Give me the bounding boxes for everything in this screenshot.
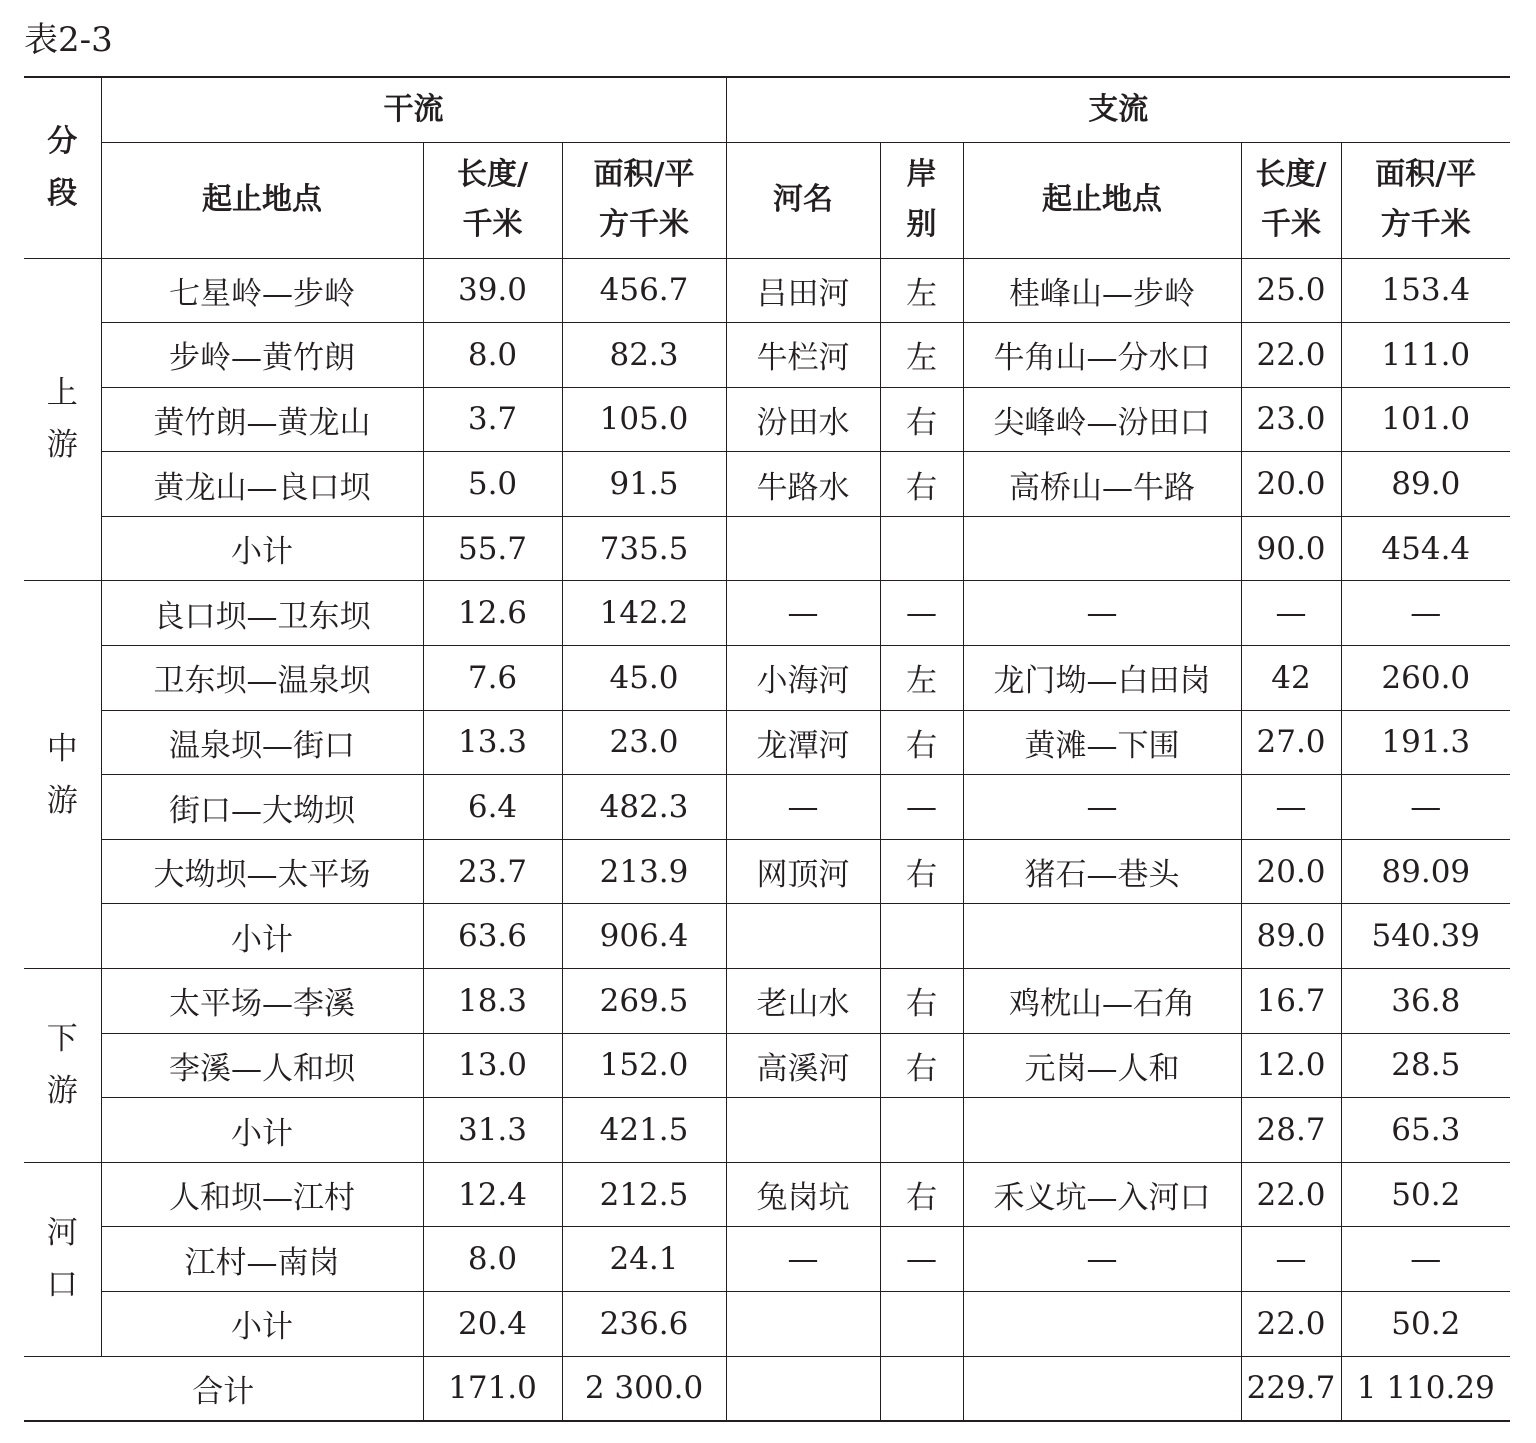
main-area-cell: 213.9 xyxy=(562,839,726,904)
trib-length-cell: 22.0 xyxy=(1241,323,1341,388)
header-tributary-group: 支流 xyxy=(726,77,1510,142)
bank-cell: 左 xyxy=(880,646,963,711)
main-length-cell: 12.6 xyxy=(423,581,562,646)
header-trib-length xyxy=(1241,142,1341,258)
trib-endpoints-cell xyxy=(963,1292,1241,1357)
main-endpoints-cell: 黄龙山—良口坝 xyxy=(101,452,423,517)
segment-label: 下游 xyxy=(46,1021,78,1110)
bank-cell xyxy=(880,1098,963,1163)
table-row xyxy=(24,646,1510,711)
trib-area-cell: 89.0 xyxy=(1341,452,1510,517)
trib-length-cell: 89.0 xyxy=(1241,904,1341,969)
trib-area-cell: 28.5 xyxy=(1341,1033,1510,1098)
header-segment-text: 分段 xyxy=(47,123,78,211)
main-area-cell: 152.0 xyxy=(562,1033,726,1098)
header-main-length xyxy=(423,142,562,258)
trib-length-cell: 22.0 xyxy=(1241,1162,1341,1227)
bank-cell: 右 xyxy=(880,969,963,1034)
main-endpoints-cell: 太平场—李溪 xyxy=(101,969,423,1034)
bank-cell: 右 xyxy=(880,452,963,517)
main-length-cell: 63.6 xyxy=(423,904,562,969)
table-row xyxy=(24,969,1510,1034)
bank-cell: 右 xyxy=(880,1033,963,1098)
main-length-cell: 8.0 xyxy=(423,323,562,388)
trib-area-cell: — xyxy=(1341,1227,1510,1292)
main-endpoints-cell: 良口坝—卫东坝 xyxy=(101,581,423,646)
trib-area-cell: — xyxy=(1341,775,1510,840)
header-bank xyxy=(880,142,963,258)
main-endpoints-cell: 七星岭—步岭 xyxy=(101,258,423,323)
main-endpoints-cell: 小计 xyxy=(101,904,423,969)
main-endpoints-cell: 小计 xyxy=(101,516,423,581)
trib-area-cell: 191.3 xyxy=(1341,710,1510,775)
trib-area-cell: 50.2 xyxy=(1341,1162,1510,1227)
bank-cell: 左 xyxy=(880,323,963,388)
bank-cell: 左 xyxy=(880,258,963,323)
trib-length-cell: — xyxy=(1241,1227,1341,1292)
main-endpoints-cell: 人和坝—江村 xyxy=(101,1162,423,1227)
main-area-cell: 82.3 xyxy=(562,323,726,388)
header-main-length-text: 长度/千米 xyxy=(457,157,528,242)
trib-endpoints-cell: 猪石—巷头 xyxy=(963,839,1241,904)
header-trib-endpoints: 起止地点 xyxy=(963,142,1241,258)
bank-cell: — xyxy=(880,581,963,646)
main-length-cell: 13.0 xyxy=(423,1033,562,1098)
main-endpoints-cell: 温泉坝—街口 xyxy=(101,710,423,775)
river-name-cell xyxy=(726,516,880,581)
trib-endpoints-cell: 尖峰岭—汾田口 xyxy=(963,387,1241,452)
river-name-cell: 老山水 xyxy=(726,969,880,1034)
trib-endpoints-cell: 龙门坳—白田岗 xyxy=(963,646,1241,711)
table-row xyxy=(24,323,1510,388)
trib-area-cell: 260.0 xyxy=(1341,646,1510,711)
trib-length-cell: 23.0 xyxy=(1241,387,1341,452)
table-row xyxy=(24,581,1510,646)
main-length-cell: 20.4 xyxy=(423,1292,562,1357)
header-trib-area xyxy=(1341,142,1510,258)
main-endpoints-cell: 小计 xyxy=(101,1292,423,1357)
trib-endpoints-cell xyxy=(963,904,1241,969)
bank-cell xyxy=(880,904,963,969)
river-name-cell: 龙潭河 xyxy=(726,710,880,775)
main-endpoints-cell: 黄竹朗—黄龙山 xyxy=(101,387,423,452)
trib-length-cell: 42 xyxy=(1241,646,1341,711)
bank-cell: — xyxy=(880,1227,963,1292)
river-name-cell: 吕田河 xyxy=(726,258,880,323)
main-length-cell: 6.4 xyxy=(423,775,562,840)
trib-length-cell: — xyxy=(1241,775,1341,840)
trib-area-cell: 101.0 xyxy=(1341,387,1510,452)
main-area-cell: 735.5 xyxy=(562,516,726,581)
bank-cell: 右 xyxy=(880,387,963,452)
header-river-name: 河名 xyxy=(726,142,880,258)
main-endpoints-cell: 卫东坝—温泉坝 xyxy=(101,646,423,711)
bank-cell: 右 xyxy=(880,839,963,904)
trib-endpoints-cell: 黄滩—下围 xyxy=(963,710,1241,775)
trib-length-cell: 20.0 xyxy=(1241,839,1341,904)
main-area-cell: 45.0 xyxy=(562,646,726,711)
header-row-columns xyxy=(24,142,1510,258)
trib-endpoints-cell: 高桥山—牛路 xyxy=(963,452,1241,517)
main-length-cell: 18.3 xyxy=(423,969,562,1034)
table-row xyxy=(24,452,1510,517)
main-length-cell: 5.0 xyxy=(423,452,562,517)
header-main-area-text: 面积/平方千米 xyxy=(593,157,695,242)
table-row xyxy=(24,258,1510,323)
trib-area-cell: 36.8 xyxy=(1341,969,1510,1034)
total-trib-endpoints-cell xyxy=(963,1356,1241,1421)
river-name-cell: 高溪河 xyxy=(726,1033,880,1098)
main-endpoints-cell: 江村—南岗 xyxy=(101,1227,423,1292)
table-caption: 表2-3 xyxy=(24,20,113,60)
table-row xyxy=(24,387,1510,452)
trib-area-cell: 454.4 xyxy=(1341,516,1510,581)
main-endpoints-cell: 李溪—人和坝 xyxy=(101,1033,423,1098)
main-length-cell: 8.0 xyxy=(423,1227,562,1292)
total-label: 合计 xyxy=(24,1356,423,1421)
main-endpoints-cell: 小计 xyxy=(101,1098,423,1163)
header-main-group: 干流 xyxy=(101,77,726,142)
trib-length-cell: 27.0 xyxy=(1241,710,1341,775)
total-trib-length-cell: 229.7 xyxy=(1241,1356,1341,1421)
trib-area-cell: 65.3 xyxy=(1341,1098,1510,1163)
main-length-cell: 3.7 xyxy=(423,387,562,452)
main-length-cell: 31.3 xyxy=(423,1098,562,1163)
segment-label: 中游 xyxy=(46,730,78,819)
river-name-cell: 小海河 xyxy=(726,646,880,711)
main-length-cell: 13.3 xyxy=(423,710,562,775)
river-name-cell: 牛路水 xyxy=(726,452,880,517)
segment-label: 上游 xyxy=(46,375,78,464)
trib-length-cell: 16.7 xyxy=(1241,969,1341,1034)
river-name-cell: — xyxy=(726,581,880,646)
trib-endpoints-cell xyxy=(963,1098,1241,1163)
total-main-length-cell: 171.0 xyxy=(423,1356,562,1421)
bank-cell: — xyxy=(880,775,963,840)
main-area-cell: 91.5 xyxy=(562,452,726,517)
river-name-cell xyxy=(726,1292,880,1357)
river-name-cell: 网顶河 xyxy=(726,839,880,904)
trib-length-cell: 25.0 xyxy=(1241,258,1341,323)
trib-endpoints-cell: — xyxy=(963,581,1241,646)
trib-area-cell: — xyxy=(1341,581,1510,646)
table-row xyxy=(24,775,1510,840)
trib-endpoints-cell: — xyxy=(963,775,1241,840)
trib-length-cell: 90.0 xyxy=(1241,516,1341,581)
main-length-cell: 23.7 xyxy=(423,839,562,904)
header-row-groups xyxy=(24,77,1510,142)
river-segment-table xyxy=(24,76,1510,1422)
trib-length-cell: 28.7 xyxy=(1241,1098,1341,1163)
main-area-cell: 421.5 xyxy=(562,1098,726,1163)
total-main-area-cell: 2 300.0 xyxy=(562,1356,726,1421)
main-area-cell: 142.2 xyxy=(562,581,726,646)
header-trib-length-text: 长度/千米 xyxy=(1255,157,1327,242)
trib-endpoints-cell: 禾义坑—入河口 xyxy=(963,1162,1241,1227)
trib-length-cell: — xyxy=(1241,581,1341,646)
trib-length-cell: 22.0 xyxy=(1241,1292,1341,1357)
main-area-cell: 105.0 xyxy=(562,387,726,452)
main-length-cell: 7.6 xyxy=(423,646,562,711)
table-row xyxy=(24,1292,1510,1357)
trib-endpoints-cell: 元岗—人和 xyxy=(963,1033,1241,1098)
trib-length-cell: 12.0 xyxy=(1241,1033,1341,1098)
total-trib-area-cell: 1 110.29 xyxy=(1341,1356,1510,1421)
total-river-name-cell xyxy=(726,1356,880,1421)
trib-area-cell: 111.0 xyxy=(1341,323,1510,388)
table-body xyxy=(24,258,1510,1421)
header-main-endpoints: 起止地点 xyxy=(101,142,423,258)
table-row xyxy=(24,1227,1510,1292)
main-area-cell: 212.5 xyxy=(562,1162,726,1227)
main-area-cell: 23.0 xyxy=(562,710,726,775)
segment-label: 河口 xyxy=(46,1215,78,1304)
river-name-cell: 汾田水 xyxy=(726,387,880,452)
trib-endpoints-cell: 牛角山—分水口 xyxy=(963,323,1241,388)
trib-endpoints-cell: — xyxy=(963,1227,1241,1292)
total-bank-cell xyxy=(880,1356,963,1421)
segment-cell xyxy=(24,581,101,969)
main-length-cell: 55.7 xyxy=(423,516,562,581)
table-row xyxy=(24,710,1510,775)
table-row xyxy=(24,1033,1510,1098)
trib-length-cell: 20.0 xyxy=(1241,452,1341,517)
main-area-cell: 906.4 xyxy=(562,904,726,969)
total-row xyxy=(24,1356,1510,1421)
river-name-cell: 牛栏河 xyxy=(726,323,880,388)
segment-cell xyxy=(24,969,101,1163)
table-row xyxy=(24,516,1510,581)
river-name-cell xyxy=(726,1098,880,1163)
main-length-cell: 12.4 xyxy=(423,1162,562,1227)
trib-area-cell: 89.09 xyxy=(1341,839,1510,904)
segment-cell xyxy=(24,258,101,581)
main-area-cell: 24.1 xyxy=(562,1227,726,1292)
river-name-cell: — xyxy=(726,775,880,840)
bank-cell xyxy=(880,516,963,581)
main-endpoints-cell: 大坳坝—太平场 xyxy=(101,839,423,904)
table-row xyxy=(24,839,1510,904)
bank-cell xyxy=(880,1292,963,1357)
main-area-cell: 482.3 xyxy=(562,775,726,840)
header-segment xyxy=(24,77,101,258)
trib-area-cell: 153.4 xyxy=(1341,258,1510,323)
trib-area-cell: 50.2 xyxy=(1341,1292,1510,1357)
trib-area-cell: 540.39 xyxy=(1341,904,1510,969)
trib-endpoints-cell xyxy=(963,516,1241,581)
bank-cell: 右 xyxy=(880,1162,963,1227)
river-name-cell xyxy=(726,904,880,969)
table-row xyxy=(24,1098,1510,1163)
river-name-cell: 兔岗坑 xyxy=(726,1162,880,1227)
bank-cell: 右 xyxy=(880,710,963,775)
main-endpoints-cell: 街口—大坳坝 xyxy=(101,775,423,840)
table-row xyxy=(24,904,1510,969)
main-area-cell: 236.6 xyxy=(562,1292,726,1357)
header-main-area xyxy=(562,142,726,258)
header-bank-text: 岸别 xyxy=(906,157,937,242)
trib-endpoints-cell: 桂峰山—步岭 xyxy=(963,258,1241,323)
main-area-cell: 269.5 xyxy=(562,969,726,1034)
river-name-cell: — xyxy=(726,1227,880,1292)
header-trib-area-text: 面积/平方千米 xyxy=(1375,157,1477,242)
main-length-cell: 39.0 xyxy=(423,258,562,323)
table-row xyxy=(24,1162,1510,1227)
trib-endpoints-cell: 鸡枕山—石角 xyxy=(963,969,1241,1034)
segment-cell xyxy=(24,1162,101,1356)
main-area-cell: 456.7 xyxy=(562,258,726,323)
main-endpoints-cell: 步岭—黄竹朗 xyxy=(101,323,423,388)
